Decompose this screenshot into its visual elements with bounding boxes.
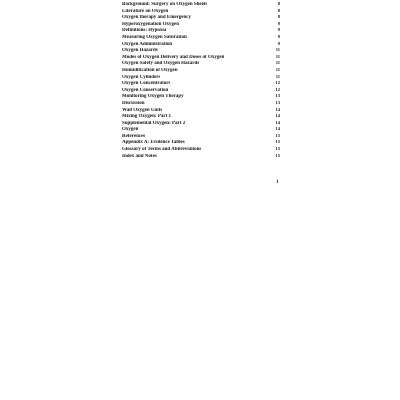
toc-entry <box>122 34 280 41</box>
toc-entry-title: Monitoring Oxygen Therapy <box>122 94 184 100</box>
toc-entry-page: 9 <box>277 33 280 39</box>
toc-entry-page: 15 <box>275 152 280 158</box>
toc-entry <box>122 87 280 94</box>
toc-entry-page: 15 <box>275 139 280 145</box>
toc-entry-title: Discussion <box>122 100 145 106</box>
toc-entry-page: 14 <box>275 113 280 119</box>
toc-entry-title: Hyperoxygenation Oxygen <box>122 21 179 27</box>
toc-entry <box>122 80 280 87</box>
toc-entry <box>122 139 280 146</box>
toc-entry <box>122 120 280 127</box>
toc-entry-title: Oxygen Cylinders <box>122 74 161 80</box>
toc-entry <box>122 27 280 34</box>
toc-entry-page: 15 <box>275 132 280 138</box>
toc-entry-page: 14 <box>275 126 280 132</box>
toc-entry-page: 11 <box>275 60 280 66</box>
toc-entry <box>122 1 280 8</box>
toc-entry-page: 13 <box>275 99 280 105</box>
toc-entry-page: 14 <box>275 106 280 112</box>
toc-entry <box>122 54 280 61</box>
toc-entry <box>122 41 280 48</box>
toc-entry-page: 11 <box>275 73 280 79</box>
toc-entry-title: Literature on Oxygen <box>122 8 169 14</box>
toc-entry-page: 9 <box>277 40 280 46</box>
toc-entry-title: Definitions: Hypoxia <box>122 28 167 34</box>
toc-entry-page: 14 <box>275 119 280 125</box>
toc-entry-page: 9 <box>277 20 280 26</box>
toc-entry-page: 12 <box>275 86 280 92</box>
toc-entry <box>122 107 280 114</box>
toc-entry-page: 11 <box>275 47 280 53</box>
toc-entry <box>122 47 280 54</box>
toc-entry-title: Humidification of Oxygen <box>122 67 178 73</box>
toc-entry-title: Supplemental Oxygen: Part 2 <box>122 120 186 126</box>
toc-entry <box>122 133 280 140</box>
toc-entry-page: 8 <box>277 1 280 6</box>
toc-entry <box>122 93 280 100</box>
toc-entry-title: Oxygen Conservation <box>122 87 169 93</box>
toc-entry-title: Measuring Oxygen Saturation <box>122 34 187 40</box>
toc-entry-title: Index and Notes <box>122 153 157 159</box>
toc-entry-title: Oxygen Hazards <box>122 48 158 54</box>
toc-entry-title: Wall Oxygen Units <box>122 107 163 113</box>
toc-entry <box>122 14 280 21</box>
toc-entry <box>122 146 280 153</box>
toc-entry-title: Modes of Oxygen Delivery and Doses of Oxygen <box>122 54 225 60</box>
toc-entry-title: Appendix A: Evidence Tables <box>122 140 185 146</box>
toc-entry-page: 11 <box>275 66 280 72</box>
toc-entry-page: 8 <box>277 14 280 20</box>
toc-entry <box>122 113 280 120</box>
toc-entry <box>122 67 280 74</box>
toc-entry-title: Oxygen <box>122 127 139 133</box>
toc-entry-title: Background: Surgery on Oxygen Sheets <box>122 2 208 7</box>
toc-entry-title: Oxygen Safety and Oxygen Hazards <box>122 61 200 67</box>
toc-entry-title: Oxygen Concentrators <box>122 81 171 87</box>
page-number: 1 <box>276 180 279 185</box>
table-of-contents <box>122 1 280 159</box>
toc-entry-page: 9 <box>277 27 280 33</box>
toc-entry-title: Oxygen therapy and Emergency <box>122 15 192 21</box>
toc-entry-page: 15 <box>275 146 280 152</box>
toc-entry-title: Oxygen Administration <box>122 41 173 47</box>
toc-entry-page: 13 <box>275 93 280 99</box>
toc-entry-title: References <box>122 133 146 139</box>
toc-entry <box>122 21 280 28</box>
toc-entry-page: 12 <box>275 80 280 86</box>
toc-entry-title: Mixing Oxygen: Part 1 <box>122 114 172 120</box>
toc-entry-page: 8 <box>277 7 280 13</box>
toc-entry-page: 11 <box>275 53 280 59</box>
toc-entry-title: Glossary of Terms and Abbreviations <box>122 147 202 153</box>
toc-entry <box>122 74 280 81</box>
